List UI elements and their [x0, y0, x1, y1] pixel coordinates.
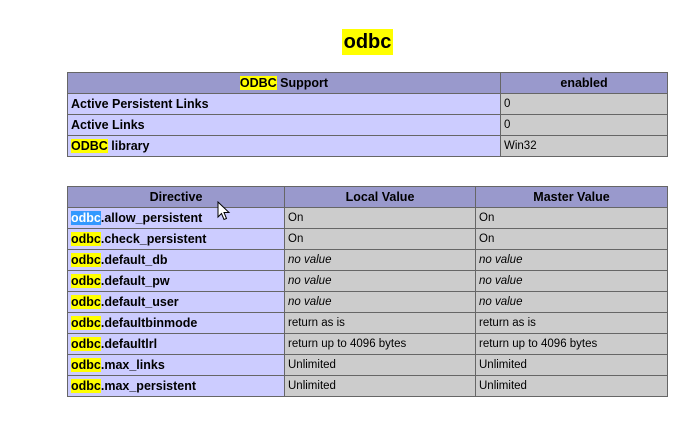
local-value: no value [285, 271, 476, 292]
local-value: On [285, 229, 476, 250]
support-header-value: enabled [501, 73, 668, 94]
table-row [68, 313, 668, 334]
row-label: Active Persistent Links [68, 94, 501, 115]
directive-name[interactable]: odbc.allow_persistent [68, 208, 285, 229]
directive-name: odbc.defaultlrl [68, 334, 285, 355]
master-value: Unlimited [476, 376, 668, 397]
directive-name: odbc.default_user [68, 292, 285, 313]
local-value: no value [285, 250, 476, 271]
row-value: 0 [501, 115, 668, 136]
support-header-label: ODBC Support [68, 73, 501, 94]
master-value: return as is [476, 313, 668, 334]
column-header-directive: Directive [68, 187, 285, 208]
odbc-directives-table [67, 186, 668, 397]
search-highlight: odbc [71, 232, 101, 246]
search-highlight: odbc [71, 337, 101, 351]
row-label: Active Links [68, 115, 501, 136]
local-value: return up to 4096 bytes [285, 334, 476, 355]
row-label: ODBC library [68, 136, 501, 157]
local-value: return as is [285, 313, 476, 334]
search-highlight: ODBC [71, 139, 108, 153]
local-value: no value [285, 292, 476, 313]
directive-name: odbc.check_persistent [68, 229, 285, 250]
table-row [68, 355, 668, 376]
table-row [68, 94, 668, 115]
odbc-support-table [67, 72, 668, 157]
search-highlight: odbc [71, 358, 101, 372]
search-highlight: odbc [71, 274, 101, 288]
section-heading-wrap [0, 29, 680, 55]
master-value: no value [476, 250, 668, 271]
search-highlight: odbc [71, 295, 101, 309]
master-value: Unlimited [476, 355, 668, 376]
section-title[interactable]: odbc [343, 31, 392, 53]
directive-name: odbc.max_links [68, 355, 285, 376]
table-row [68, 292, 668, 313]
search-highlight: odbc [71, 253, 101, 267]
local-value: Unlimited [285, 376, 476, 397]
row-value: 0 [501, 94, 668, 115]
mouse-pointer-icon [217, 201, 231, 221]
row-value: Win32 [501, 136, 668, 157]
table-row [68, 334, 668, 355]
local-value: Unlimited [285, 355, 476, 376]
local-value: On [285, 208, 476, 229]
search-highlight: ODBC [239, 76, 277, 90]
search-highlight: odbc [71, 316, 101, 330]
master-value: no value [476, 292, 668, 313]
column-header-master-value: Master Value [476, 187, 668, 208]
master-value: On [476, 208, 668, 229]
master-value: return up to 4096 bytes [476, 334, 668, 355]
directive-name: odbc.default_db [68, 250, 285, 271]
directive-name: odbc.defaultbinmode [68, 313, 285, 334]
directive-name: odbc.default_pw [68, 271, 285, 292]
directives-header-row [68, 187, 668, 208]
directive-name: odbc.max_persistent [68, 376, 285, 397]
search-highlight: odbc [71, 379, 101, 393]
table-row [68, 115, 668, 136]
master-value: On [476, 229, 668, 250]
support-header-row [68, 73, 668, 94]
table-row [68, 376, 668, 397]
column-header-local-value: Local Value [285, 187, 476, 208]
text-selection[interactable]: odbc [71, 211, 101, 225]
master-value: no value [476, 271, 668, 292]
table-row [68, 136, 668, 157]
table-row [68, 271, 668, 292]
table-row [68, 208, 668, 229]
table-row [68, 229, 668, 250]
table-row [68, 250, 668, 271]
